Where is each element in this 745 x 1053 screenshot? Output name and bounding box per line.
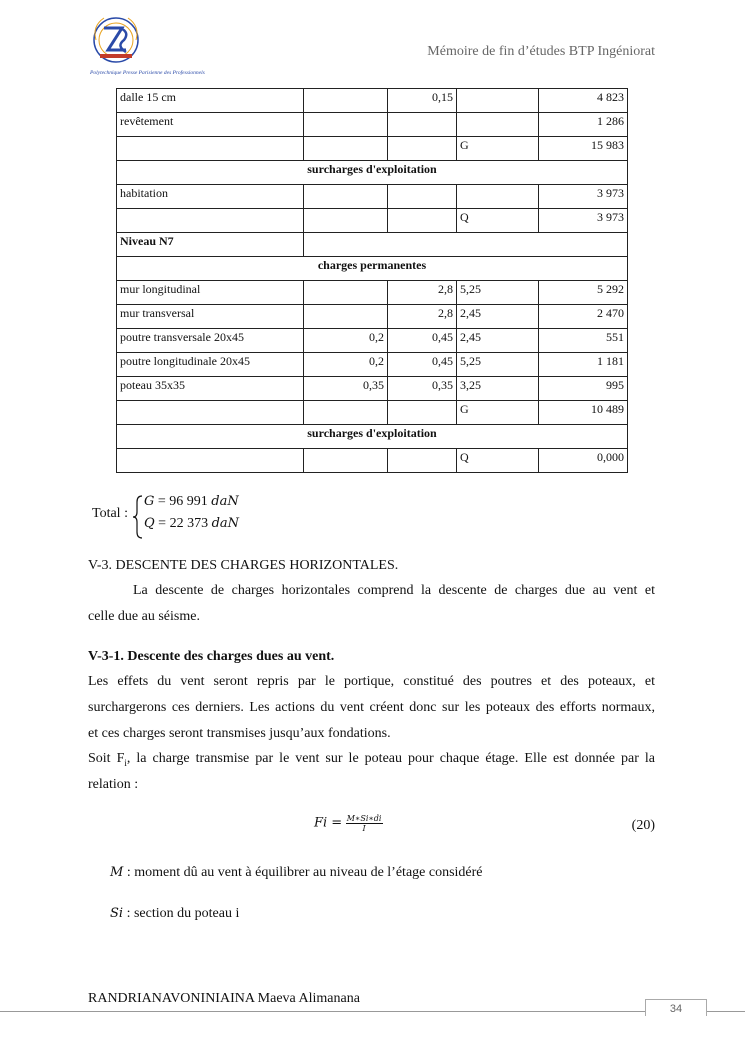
header-title: Mémoire de fin d’études BTP Ingéniorat	[427, 44, 655, 59]
table-cell: 2,45	[457, 305, 539, 329]
table-cell: poteau 35x35	[117, 377, 304, 401]
table-cell	[304, 113, 388, 137]
table-row	[117, 113, 628, 137]
curly-brace-icon	[133, 495, 143, 539]
table-cell: 5,25	[457, 281, 539, 305]
table-cell: G	[457, 401, 539, 425]
definition-m: M : moment dû au vent à équilibrer au niveau de l’étage considéré	[110, 865, 483, 880]
table-cell: 3 973	[539, 185, 628, 209]
table-cell: poutre longitudinale 20x45	[117, 353, 304, 377]
level-label-cell: Niveau N7	[117, 233, 304, 257]
table-cell	[304, 185, 388, 209]
table-row	[117, 209, 628, 233]
table-cell: 0,000	[539, 449, 628, 473]
table-cell	[117, 449, 304, 473]
table-cell: 995	[539, 377, 628, 401]
table-cell: 2 470	[539, 305, 628, 329]
table-row	[117, 305, 628, 329]
equation-number: (20)	[631, 818, 655, 833]
table-cell	[388, 185, 457, 209]
table-cell: 0,35	[304, 377, 388, 401]
table-cell	[457, 185, 539, 209]
table-cell	[457, 89, 539, 113]
table-cell: mur transversal	[117, 305, 304, 329]
formula-fraction: $\frac{M∗Si∗di}{I}$	[346, 814, 382, 833]
intro-line-1: La descente de charges horizontales comprend la descente de charges due au vent et	[133, 583, 655, 598]
total-q: Q = 22 373 daN	[144, 516, 240, 531]
table-cell: G	[457, 137, 539, 161]
svg-text:Polytechnique Presse Parisienn: Polytechnique Presse Parisienne des Professionnels	[90, 70, 205, 76]
table-cell: Q	[457, 449, 539, 473]
formula-lhs: Fi =	[314, 815, 343, 831]
table-cell	[304, 89, 388, 113]
page-number: 34	[645, 999, 707, 1016]
table-cell: revêtement	[117, 113, 304, 137]
table-cell	[388, 113, 457, 137]
table-cell: 15 983	[539, 137, 628, 161]
para-line-2: surchargerons ces derniers. Les actions du vent créent donc sur les poteaux des efforts normaux,	[88, 700, 655, 715]
table-cell: 5,25	[457, 353, 539, 377]
table-cell	[388, 209, 457, 233]
table-row	[117, 281, 628, 305]
table-cell: 3 973	[539, 209, 628, 233]
table-row	[117, 161, 628, 185]
table-cell: 0,35	[388, 377, 457, 401]
section-header-cell: charges permanentes	[117, 257, 628, 281]
table-cell	[304, 233, 628, 257]
para-line-1: Les effets du vent seront repris par le portique, constitué des poutres et des poteaux, et	[88, 674, 655, 689]
table-cell: 3,25	[457, 377, 539, 401]
table-cell	[388, 449, 457, 473]
table-row	[117, 401, 628, 425]
footer-author: RANDRIANAVONINIAINA Maeva Alimanana	[88, 991, 360, 1006]
table-cell: 2,45	[457, 329, 539, 353]
table-row	[117, 425, 628, 449]
loads-table	[116, 88, 628, 473]
table-cell: 0,2	[304, 353, 388, 377]
table-cell: 0,45	[388, 329, 457, 353]
para-line-3: et ces charges seront transmises jusqu’aux fondations.	[88, 726, 391, 741]
table-cell: 0,2	[304, 329, 388, 353]
table-cell	[117, 137, 304, 161]
table-cell	[304, 449, 388, 473]
section-header-cell: surcharges d'exploitation	[117, 425, 628, 449]
table-row	[117, 89, 628, 113]
table-cell: 0,15	[388, 89, 457, 113]
total-label: Total :	[92, 506, 128, 521]
relation-line: relation :	[88, 777, 139, 792]
table-cell	[304, 209, 388, 233]
table-row	[117, 353, 628, 377]
table-cell: 4 823	[539, 89, 628, 113]
table-cell	[304, 281, 388, 305]
table-cell	[304, 305, 388, 329]
table-row	[117, 449, 628, 473]
soit-line: Soit $F_i$, la charge transmise par le vent sur le poteau pour chaque étage. Elle est donnée par la	[88, 751, 655, 768]
footer-divider	[0, 1011, 745, 1012]
formula-20	[314, 814, 383, 833]
table-cell: dalle 15 cm	[117, 89, 304, 113]
table-cell	[388, 401, 457, 425]
table-cell: poutre transversale 20x45	[117, 329, 304, 353]
table-row	[117, 329, 628, 353]
table-cell	[304, 137, 388, 161]
table-cell	[117, 209, 304, 233]
table-cell: Q	[457, 209, 539, 233]
table-cell: 2,8	[388, 281, 457, 305]
section-header-cell: surcharges d'exploitation	[117, 161, 628, 185]
table-row	[117, 137, 628, 161]
table-cell: 0,45	[388, 353, 457, 377]
table-row	[117, 257, 628, 281]
section-heading: V-3. DESCENTE DES CHARGES HORIZONTALES.	[88, 558, 399, 573]
definition-si: Si : section du poteau i	[110, 906, 240, 921]
table-cell: 1 286	[539, 113, 628, 137]
table-cell: 551	[539, 329, 628, 353]
table-cell: 1 181	[539, 353, 628, 377]
intro-line-2: celle due au séisme.	[88, 609, 200, 624]
table-cell: 5 292	[539, 281, 628, 305]
school-logo	[86, 12, 205, 90]
table-cell: habitation	[117, 185, 304, 209]
table-row	[117, 185, 628, 209]
table-row	[117, 233, 628, 257]
total-g: G = 96 991 daN	[144, 494, 239, 509]
table-cell	[388, 137, 457, 161]
table-cell: mur longitudinal	[117, 281, 304, 305]
subheading: V-3-1. Descente des charges dues au vent.	[88, 649, 335, 664]
table-cell: 10 489	[539, 401, 628, 425]
table-cell: 2,8	[388, 305, 457, 329]
table-cell	[117, 401, 304, 425]
table-cell	[457, 113, 539, 137]
table-cell	[304, 401, 388, 425]
table-row	[117, 377, 628, 401]
